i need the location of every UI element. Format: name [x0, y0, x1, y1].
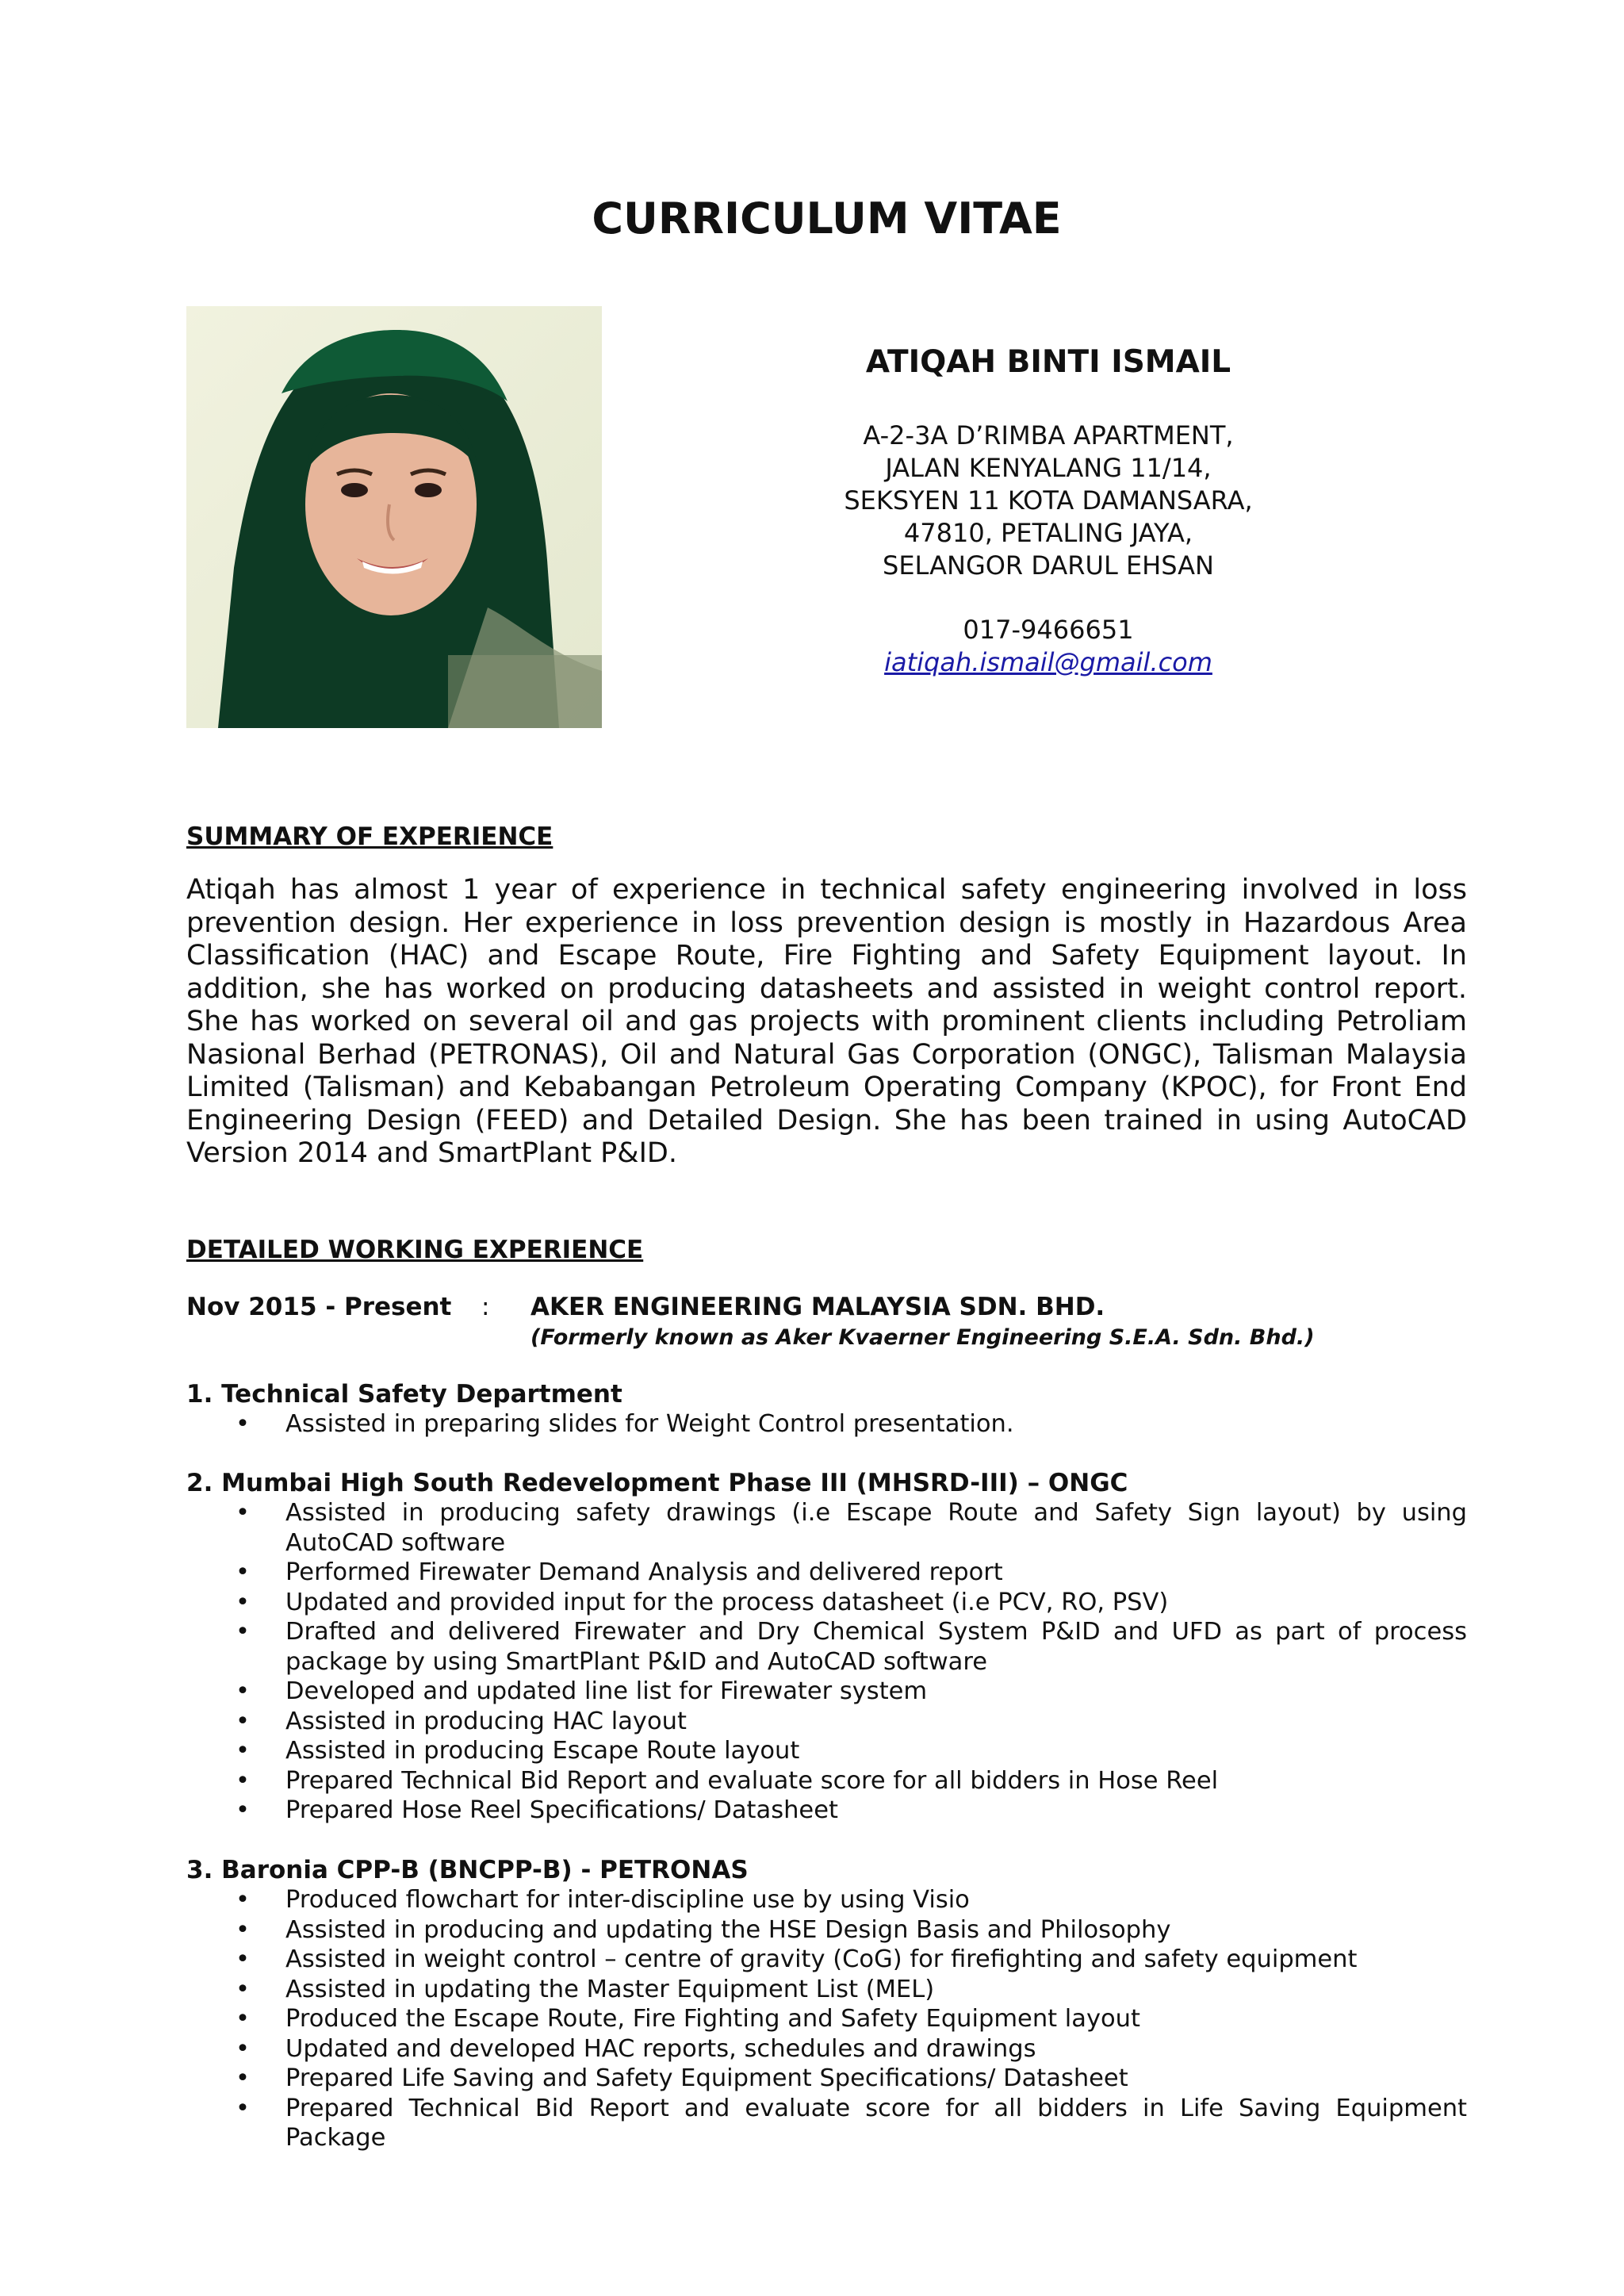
bullet-icon: •: [236, 1915, 250, 1944]
summary-paragraph: Atiqah has almost 1 year of experience in technical safety engineering involved in loss prevention design. Her experience in loss prevention design is mostly in Hazardous Area Classification (HAC) and Escape Route, Fire Fighting and Safety Equipment layout. In addition, she has worked on producing datasheets and assisted in weight control report. She has worked on several oil and gas projects with prominent clients including Petroliam Nasional Berhad (PETRONAS), Oil and Natural Gas Corporation (ONGC), Talisman Malaysia Limited (Talisman) and Kebabangan Petroleum Operating Company (KPOC), for Front End Engineering Design (FEED) and Detailed Design. She has been trained in using AutoCAD Version 2014 and SmartPlant P&ID.: [186, 874, 1467, 1169]
profile-photo: [186, 306, 602, 728]
bullet-icon: •: [236, 1975, 250, 2003]
list-item: • Updated and developed HAC reports, schedules and drawings: [236, 2034, 1036, 2063]
bullet-icon: •: [236, 1558, 250, 1586]
bullet-icon: •: [236, 1737, 250, 1765]
bullet-icon: •: [236, 1707, 250, 1735]
list-item: • Drafted and delivered Firewater and Dry Chemical System P&ID and UFD as part of process package by using SmartPlant P&ID and AutoCAD software: [236, 1618, 1467, 1676]
bullet-icon: •: [236, 1499, 250, 1527]
project-name: . Technical Safety Department: [203, 1380, 622, 1409]
list-item: • Assisted in weight control – centre of gravity (CoG) for firefighting and safety equipment: [236, 1945, 1358, 1973]
list-item: • Updated and provided input for the process datasheet (i.e PCV, RO, PSV): [236, 1588, 1169, 1616]
list-item: • Assisted in preparing slides for Weight Control presentation.: [236, 1410, 1014, 1438]
task-list: [186, 1885, 1467, 2153]
bullet-icon: •: [236, 2094, 250, 2122]
company-former-name: (Formerly known as Aker Kvaerner Engineering S.E.A. Sdn. Bhd.): [530, 1325, 1315, 1350]
project-number: 3: [186, 1856, 204, 1884]
candidate-name: ATIQAH BINTI ISMAIL: [865, 344, 1231, 380]
bullet-icon: •: [236, 1796, 250, 1824]
bullet-icon: •: [236, 2064, 250, 2092]
contact-block: [731, 346, 1365, 679]
project-section: [186, 1379, 1467, 1439]
bullet-icon: •: [236, 2005, 250, 2033]
address-line: A-2-3A D’RIMBA APARTMENT,: [863, 420, 1234, 450]
project-name: . Mumbai High South Redevelopment Phase III (MHSRD-III) – ONGC: [203, 1469, 1128, 1497]
email-link[interactable]: iatiqah.ismail@gmail.com: [884, 647, 1212, 677]
address-line: SELANGOR DARUL EHSAN: [883, 550, 1214, 581]
document-title: CURRICULUM VITAE: [592, 194, 1062, 243]
project-title: [186, 1379, 1467, 1409]
bullet-icon: •: [236, 2034, 250, 2063]
list-item: • Prepared Life Saving and Safety Equipment Specifications/ Datasheet: [236, 2064, 1128, 2092]
address-line: SEKSYEN 11 KOTA DAMANSARA,: [844, 485, 1253, 516]
list-item: • Assisted in producing and updating the HSE Design Basis and Philosophy: [236, 1915, 1171, 1944]
list-item: • Performed Firewater Demand Analysis and delivered report: [236, 1558, 1003, 1586]
project-name: . Baronia CPP-B (BNCPP-B) - PETRONAS: [203, 1856, 749, 1884]
experience-heading: DETAILED WORKING EXPERIENCE: [186, 1236, 644, 1264]
bullet-icon: •: [236, 1588, 250, 1616]
bullet-icon: •: [236, 1677, 250, 1705]
project-title: [186, 1855, 1467, 1885]
bullet-icon: •: [236, 1886, 250, 1914]
task-list: [186, 1498, 1467, 1826]
summary-heading: SUMMARY OF EXPERIENCE: [186, 822, 553, 851]
bullet-icon: •: [236, 1618, 250, 1646]
company-name: AKER ENGINEERING MALAYSIA SDN. BHD.: [530, 1293, 1105, 1321]
address-line: 47810, PETALING JAYA,: [903, 518, 1193, 548]
list-item: • Developed and updated line list for Firewater system: [236, 1677, 928, 1705]
list-item: • Produced the Escape Route, Fire Fighting and Safety Equipment layout: [236, 2005, 1140, 2033]
list-item: • Assisted in updating the Master Equipment List (MEL): [236, 1975, 935, 2003]
list-item: • Prepared Hose Reel Specifications/ Datasheet: [236, 1796, 838, 1824]
bullet-icon: •: [236, 1410, 250, 1438]
list-item: • Prepared Technical Bid Report and evaluate score for all bidders in Life Saving Equipment Package: [236, 2094, 1467, 2152]
list-item: • Produced flowchart for inter-discipline use by using Visio: [236, 1886, 970, 1914]
portrait-image: [186, 306, 602, 728]
project-section: [186, 1855, 1467, 2153]
list-item: • Prepared Technical Bid Report and evaluate score for all bidders in Hose Reel: [236, 1766, 1219, 1795]
task-list: [186, 1409, 1467, 1439]
separator-colon: :: [481, 1293, 490, 1321]
project-section: [186, 1468, 1467, 1826]
list-item: • Assisted in producing HAC layout: [236, 1707, 687, 1735]
project-title: [186, 1468, 1467, 1498]
list-item: • Assisted in producing safety drawings (i.e Escape Route and Safety Sign layout) by using AutoCAD software: [236, 1499, 1467, 1557]
bullet-icon: •: [236, 1945, 250, 1973]
job-period: Nov 2015 - Present: [186, 1293, 452, 1321]
phone-number: 017-9466651: [963, 615, 1134, 645]
address-line: JALAN KENYALANG 11/14,: [885, 453, 1212, 483]
project-number: 2: [186, 1469, 204, 1497]
project-number: 1: [186, 1380, 204, 1409]
bullet-icon: •: [236, 1766, 250, 1795]
list-item: • Assisted in producing Escape Route layout: [236, 1737, 800, 1765]
